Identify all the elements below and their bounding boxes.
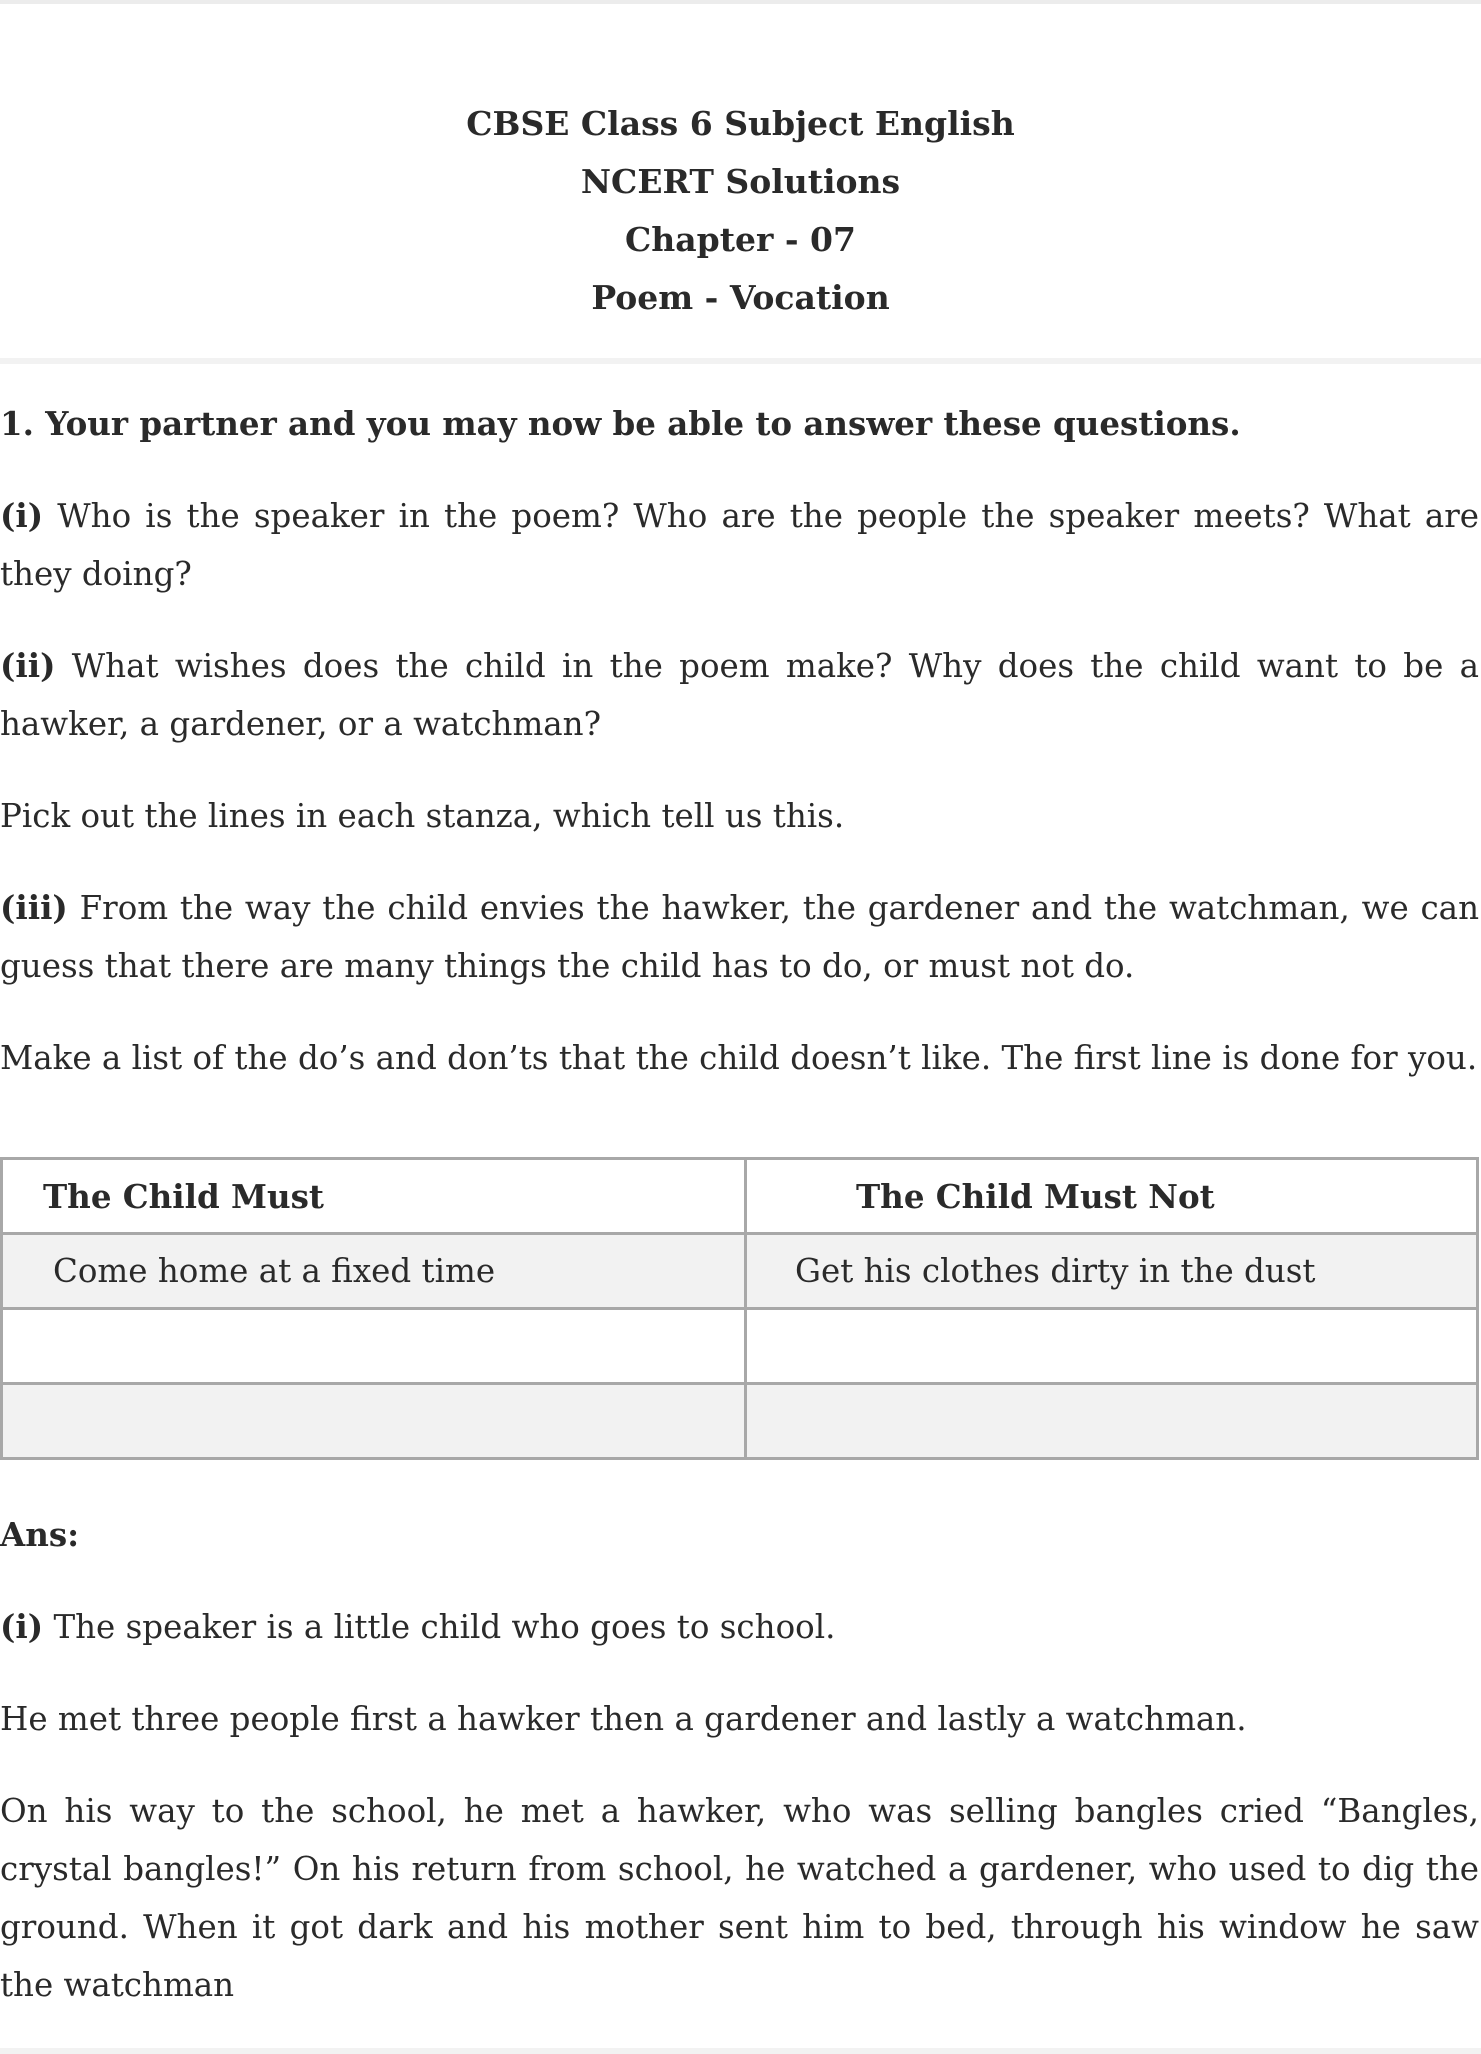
header-divider <box>0 358 1481 364</box>
header-poem-title: Poem - Vocation <box>591 278 890 317</box>
question-title: 1. Your partner and you may now be able to answer these questions. <box>0 404 1241 443</box>
table-cell <box>746 1384 1478 1459</box>
answer-paragraph: He met three people first a hawker then a gardener and lastly a watchman. <box>0 1700 1247 1738</box>
table-cell <box>746 1309 1478 1384</box>
question-list-instruction: Make a list of the do’s and don’ts that the child doesn’t like. The first line is done for you. <box>0 1039 1478 1077</box>
table-cell: Come home at a fixed time <box>2 1234 746 1309</box>
part-text: From the way the child envies the hawker, the gardener and the watchman, we can guess that there are many things the child has to do, or must not do. <box>0 889 1479 985</box>
answer-label-text: Ans: <box>0 1515 80 1554</box>
question-part-i <box>0 487 1479 603</box>
footer-divider <box>0 2048 1481 2054</box>
answer-part-i <box>0 1598 1479 1656</box>
header-solutions: NCERT Solutions <box>580 162 901 201</box>
table-row <box>2 1234 1478 1309</box>
top-divider <box>0 0 1481 4</box>
table-row <box>2 1384 1478 1459</box>
part-text: The speaker is a little child who goes to school. <box>43 1608 836 1646</box>
table-cell <box>2 1384 746 1459</box>
part-label: (ii) <box>0 646 56 685</box>
table-cell <box>2 1309 746 1384</box>
header-chapter: Chapter - 07 <box>625 220 856 259</box>
part-label: (i) <box>0 496 44 535</box>
table-row <box>2 1309 1478 1384</box>
question-instruction: Pick out the lines in each stanza, which tell us this. <box>0 797 845 835</box>
answer-paragraph: On his way to the school, he met a hawker, who was selling bangles cried “Bangles, crystal bangles!” On his return from school, he watched a gardener, who used to dig the ground. When it got dark and his mother sent him to bed, through his window he saw the watchman <box>0 1792 1479 2004</box>
part-label: (iii) <box>0 888 68 927</box>
document-header <box>0 95 1481 327</box>
table-header-row <box>2 1159 1478 1234</box>
part-label: (i) <box>0 1607 44 1646</box>
table-cell: Get his clothes dirty in the dust <box>746 1234 1478 1309</box>
question-part-iii <box>0 879 1479 995</box>
part-text: Who is the speaker in the poem? Who are the people the speaker meets? What are they doing? <box>0 497 1479 593</box>
part-text: What wishes does the child in the poem make? Why does the child want to be a hawker, a gardener, or a watchman? <box>0 647 1479 743</box>
dos-donts-table-wrapper <box>0 1157 1479 1460</box>
dos-donts-table <box>0 1157 1479 1460</box>
table-header-must-not: The Child Must Not <box>746 1159 1478 1234</box>
header-board-subject: CBSE Class 6 Subject English <box>466 104 1015 143</box>
document-body <box>0 395 1479 2048</box>
answer-label <box>0 1506 1479 1564</box>
table-header-must: The Child Must <box>2 1159 746 1234</box>
question-part-ii <box>0 637 1479 753</box>
